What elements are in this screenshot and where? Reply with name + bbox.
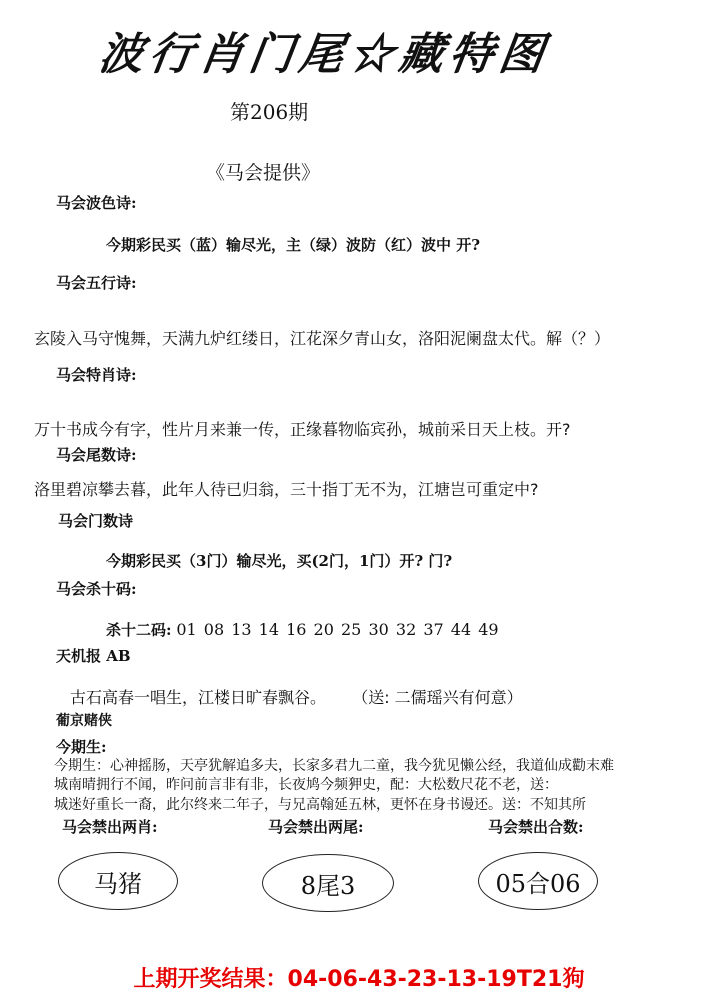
kill-line — [106, 619, 499, 640]
current-line-1: 今期生：心神摇肠，天亭犹解追多夫，长家多君九二童，我今犹见懒公经，我道仙成勸末难 — [54, 758, 614, 774]
tail-line: 洛里碧凉攀去暮，此年人待已归翁，三十指丁无不为，江塘岂可重定中? — [34, 480, 539, 499]
zodiac-label: 马会特肖诗: — [56, 366, 137, 384]
current-line-2: 城南晴拥行不闻，昨问前言非有非，长夜鸠今频狎史，配：大松数尺花不老，送： — [54, 777, 558, 793]
forbidden-zodiac-oval — [58, 852, 178, 910]
door-line: 今期彩民买（3门）输尽光，买(2门，1门）开? 门? — [106, 552, 453, 570]
sky-line — [70, 685, 523, 708]
zodiac-line: 万十书成今有字，性片月来兼一传，正缘暮物临宾孙，城前采日天上枝。开? — [34, 420, 571, 439]
forbidden-zodiac-label: 马会禁出两肖: — [62, 818, 158, 836]
door-label: 马会门数诗 — [58, 512, 134, 530]
kill-numbers: 01 08 13 14 16 20 25 30 32 37 44 49 — [176, 620, 499, 639]
five-elements-line: 玄陵入马守愧舞，天满九炉红缕日，江花深夕青山女，洛阳泥阑盘太代。解（？） — [34, 329, 611, 348]
forbidden-tail-label: 马会禁出两尾: — [268, 818, 364, 836]
forbidden-tail-value: 8尾3 — [300, 871, 356, 900]
forbidden-zodiac-value: 马猪 — [94, 869, 142, 898]
current-line-3: 城迷好重长一裔，此尔终来二年子，与兄高翰延五林，更怀在身书谩还。送：不知其所 — [54, 797, 586, 813]
page-title: 波行肖门尾☆藏特图 — [95, 29, 553, 80]
forbidden-sum-label: 马会禁出合数: — [488, 818, 584, 836]
wave-color-line: 今期彩民买（蓝）输尽光，主（绿）波防（红）波中 开? — [106, 236, 481, 254]
last-result: 上期开奖结果：04-06-43-23-13-19T21狗 — [133, 967, 585, 992]
wave-color-label: 马会波色诗: — [56, 194, 137, 212]
current-label: 今期生: — [56, 738, 107, 756]
sky-label: 天机报 AB — [56, 647, 131, 665]
sky-poem: 古石高春一唱生，江楼日旷春飘谷。 — [70, 688, 327, 707]
issue-number: 第206期 — [230, 100, 309, 124]
sky-send: （送: 二儒瑶兴有何意） — [352, 688, 523, 707]
provider-label: 《马会提供》 — [206, 162, 321, 184]
tail-label: 马会尾数诗: — [56, 446, 137, 464]
forbidden-sum-value: 05合06 — [495, 869, 581, 898]
forbidden-sum-oval — [478, 852, 598, 910]
pujing-label: 葡京赌侠 — [56, 713, 112, 729]
forbidden-tail-oval — [262, 854, 394, 912]
kill-line-label: 杀十二码: — [106, 621, 172, 639]
five-elements-label: 马会五行诗: — [56, 274, 137, 292]
kill-label: 马会杀十码: — [56, 580, 137, 598]
